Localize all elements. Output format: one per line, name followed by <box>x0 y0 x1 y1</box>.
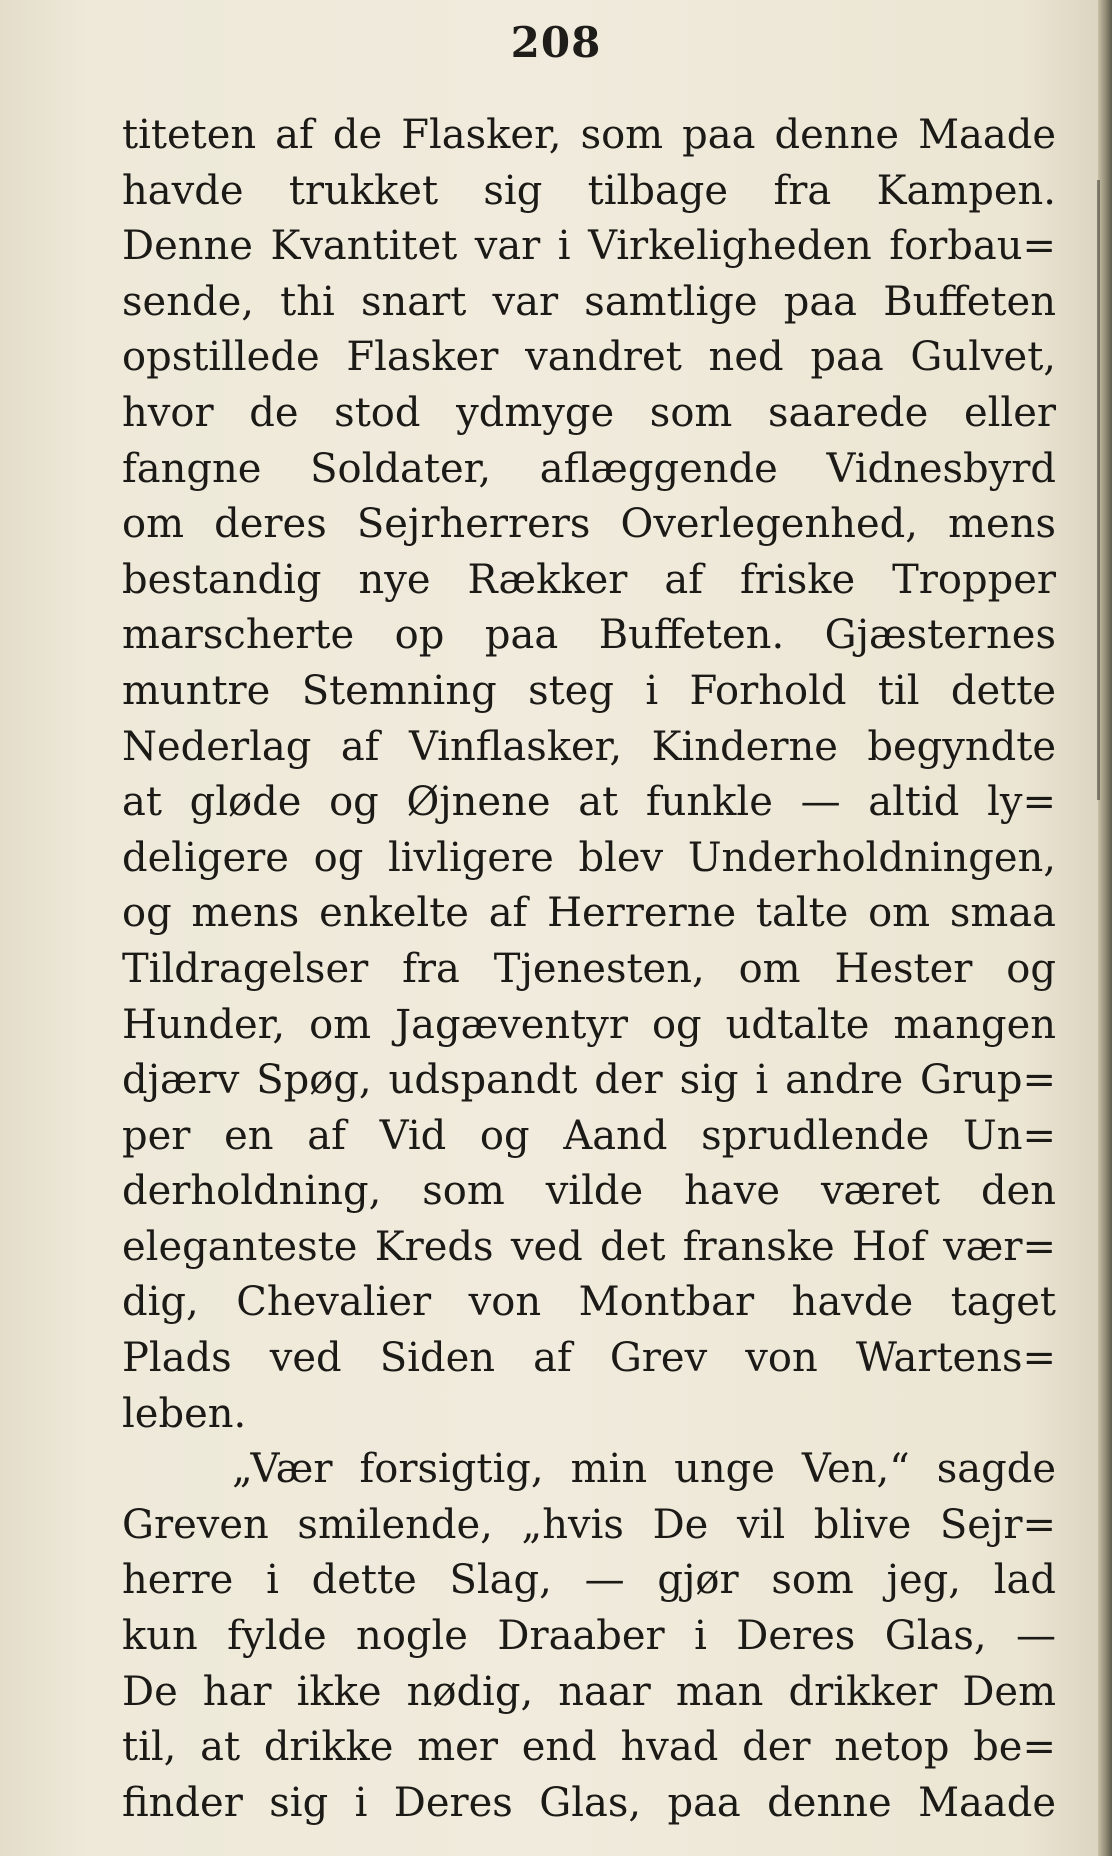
text-line: at gløde og Øjnene at funkle — altid ly= <box>122 779 1056 826</box>
text-line: Tildragelser fra Tjenesten, om Hester og <box>122 945 1056 992</box>
text-line: kun fylde nogle Draaber i Deres Glas, — <box>122 1613 1056 1660</box>
text-line-paragraph-start: „Vær forsigtig, min unge Ven,“ sagde <box>232 1446 1056 1493</box>
text-line: Denne Kvantitet var i Virkeligheden forbau= <box>122 223 1056 270</box>
text-line: hvor de stod ydmyge som saarede eller <box>122 389 1056 436</box>
text-line: fangne Soldater, aflæggende Vidnesbyrd <box>122 445 1056 492</box>
text-line: marscherte op paa Buffeten. Gjæsternes <box>122 612 1056 659</box>
text-line: dig, Chevalier von Montbar havde taget <box>122 1279 1056 1326</box>
body-text <box>122 108 1056 1831</box>
text-line: per en af Vid og Aand sprudlende Un= <box>122 1112 1056 1159</box>
text-line: Nederlag af Vinflasker, Kinderne begyndte <box>122 723 1056 770</box>
text-line: derholdning, som vilde have været den <box>122 1168 1056 1215</box>
text-line: opstillede Flasker vandret ned paa Gulvet, <box>122 334 1056 381</box>
page-number: 208 <box>510 18 602 67</box>
text-line: De har ikke nødig, naar man drikker Dem <box>122 1668 1056 1715</box>
text-line: og mens enkelte af Herrerne talte om smaa <box>122 890 1056 937</box>
text-line: havde trukket sig tilbage fra Kampen. <box>122 167 1056 214</box>
text-line: titeten af de Flasker, som paa denne Maade <box>122 112 1056 158</box>
text-line: til, at drikke mer end hvad der netop be= <box>122 1724 1056 1771</box>
text-line: herre i dette Slag, — gjør som jeg, lad <box>122 1557 1056 1604</box>
text-line: muntre Stemning steg i Forhold til dette <box>122 667 1056 714</box>
text-line: bestandig nye Rækker af friske Tropper <box>122 556 1056 603</box>
text-line: djærv Spøg, udspandt der sig i andre Grup= <box>122 1057 1056 1104</box>
text-line: sende, thi snart var samtlige paa Buffeten <box>122 278 1056 325</box>
page-edge-shadow <box>1098 0 1112 1856</box>
text-line: leben. <box>122 1390 247 1437</box>
text-line: Greven smilende, „hvis De vil blive Sejr= <box>122 1501 1056 1548</box>
text-line: eleganteste Kreds ved det franske Hof vær= <box>122 1223 1056 1270</box>
page-edge-line <box>1097 180 1100 800</box>
text-line: om deres Sejrherrers Overlegenhed, mens <box>122 501 1056 548</box>
text-line: Hunder, om Jagæventyr og udtalte mangen <box>122 1001 1056 1048</box>
text-line: deligere og livligere blev Underholdningen, <box>122 834 1056 881</box>
text-line: finder sig i Deres Glas, paa denne Maade <box>122 1779 1056 1826</box>
text-line: Plads ved Siden af Grev von Wartens= <box>122 1335 1056 1382</box>
